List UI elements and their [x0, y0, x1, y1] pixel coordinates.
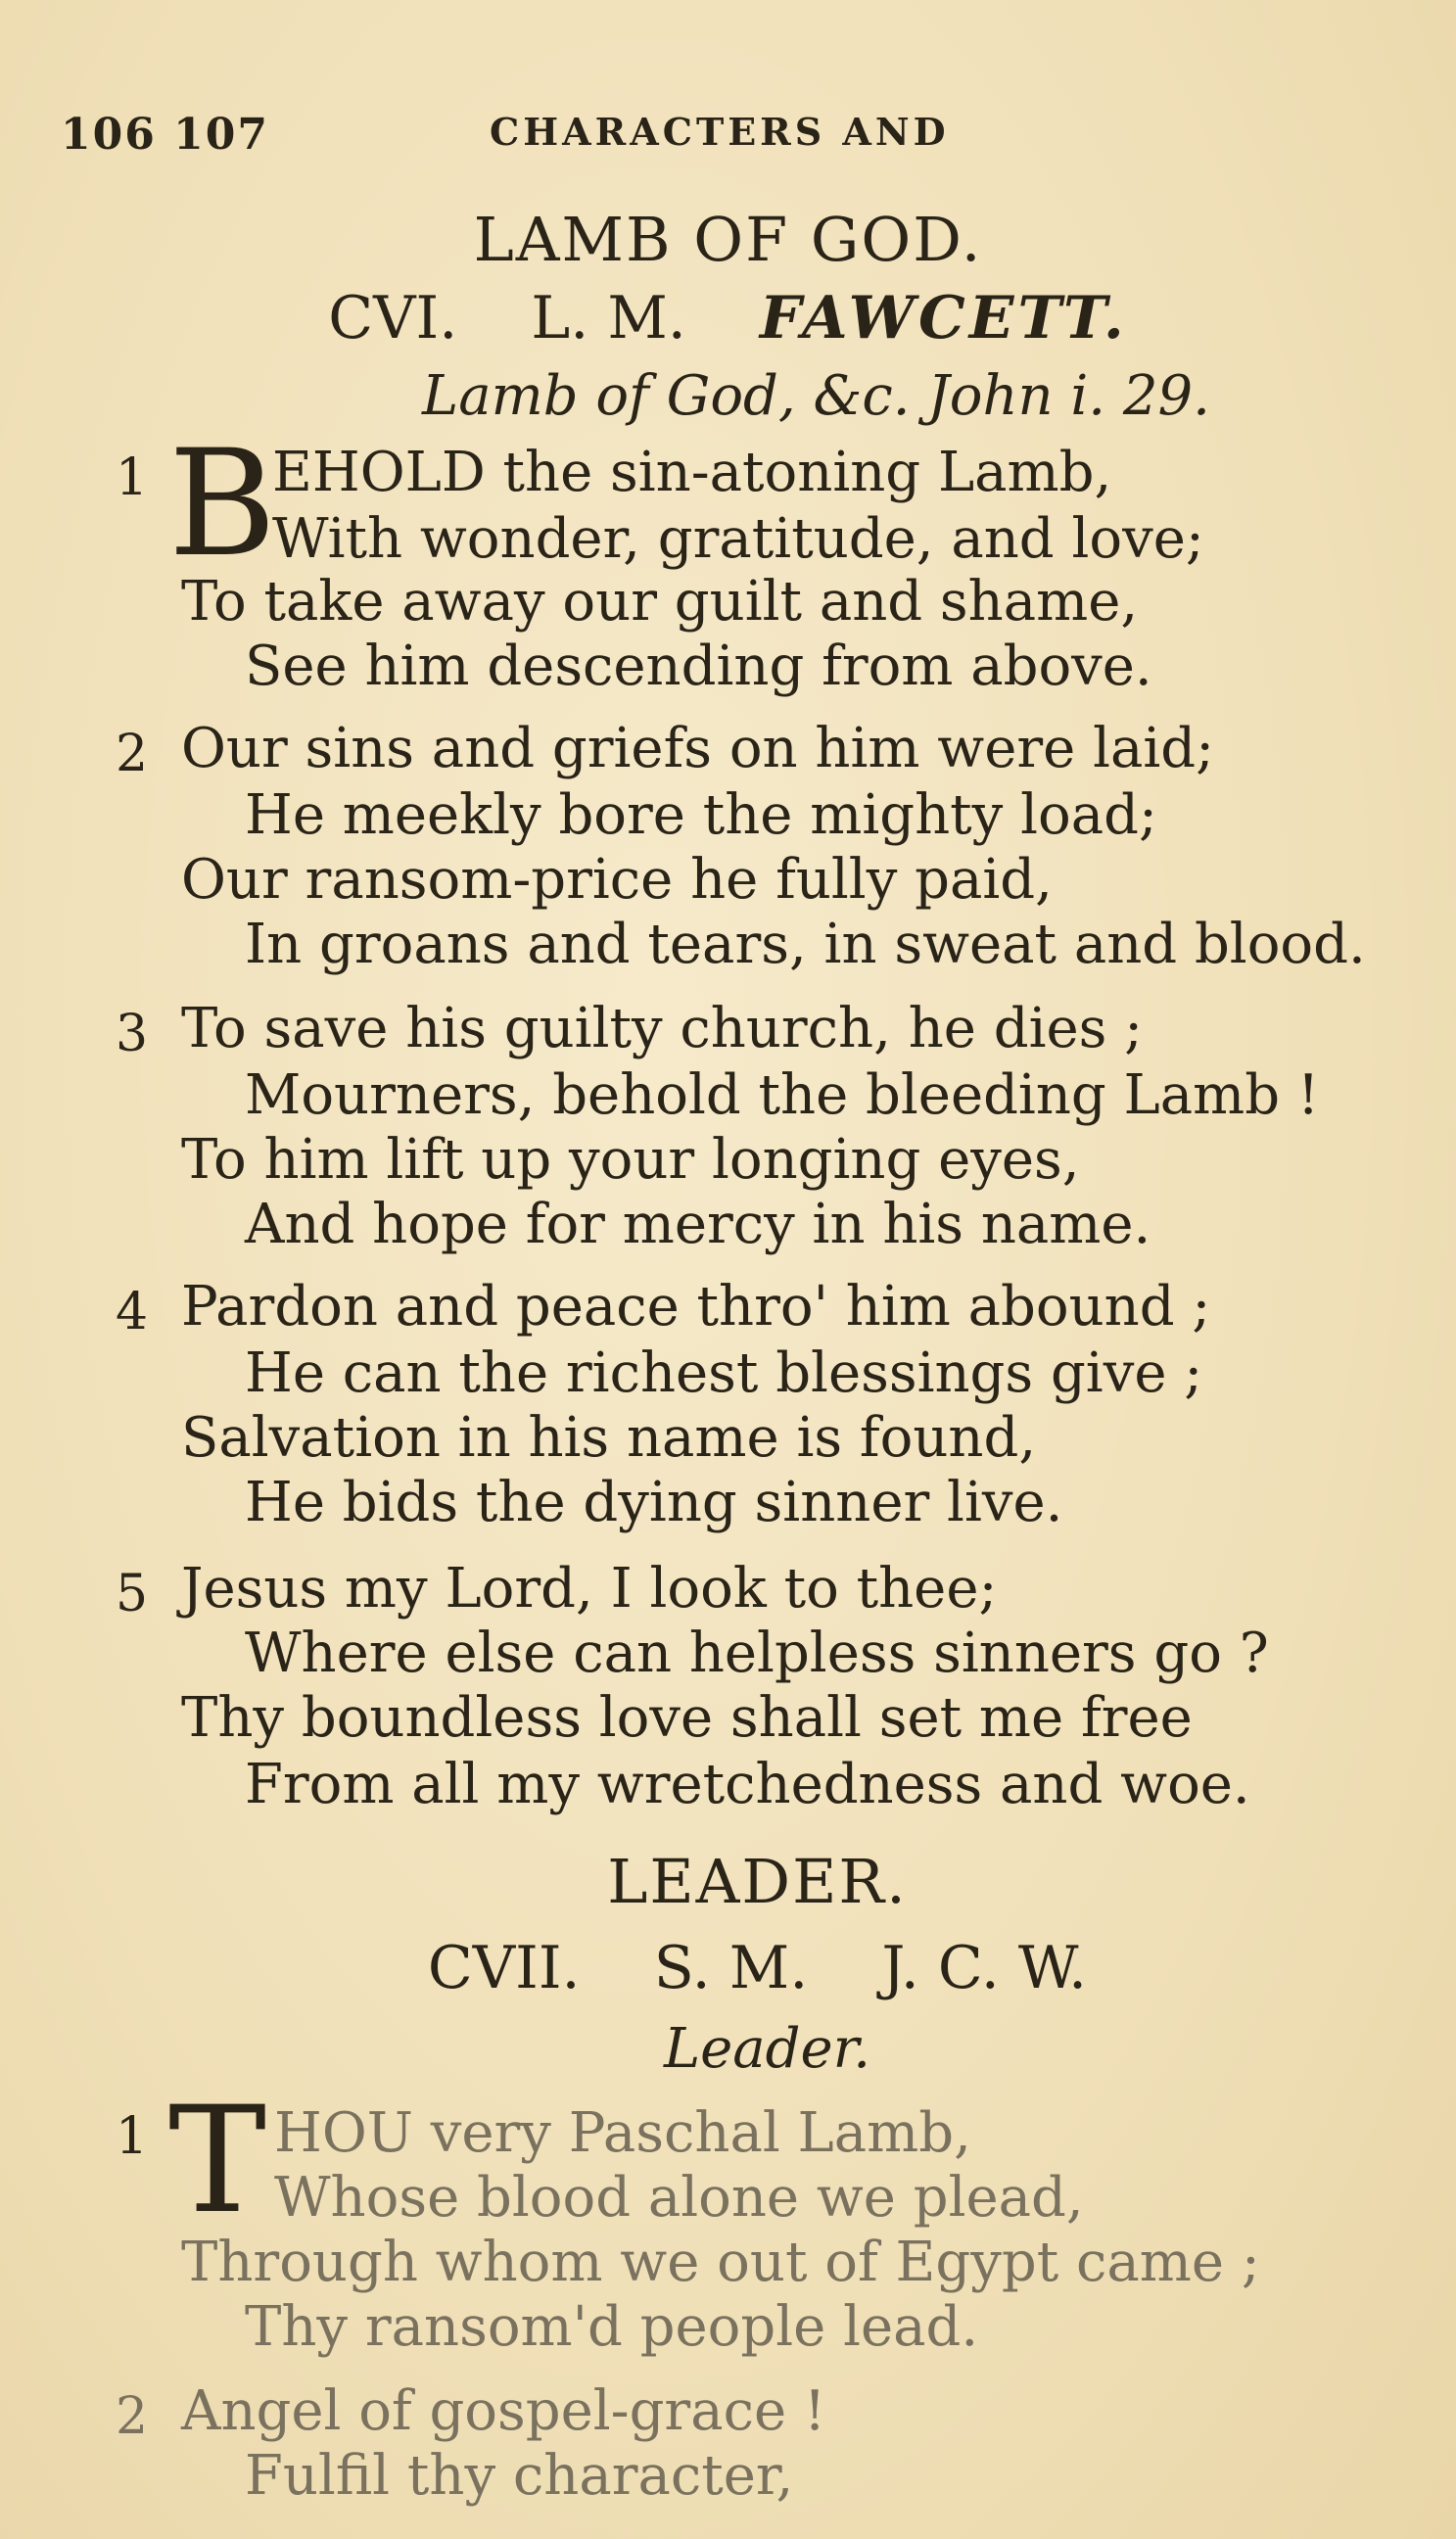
drop-cap: T — [168, 2076, 267, 2246]
verse-line: He meekly bore the mighty load; — [245, 783, 1157, 847]
verse-number: 1 — [116, 448, 149, 507]
verse-number: 4 — [116, 1283, 149, 1341]
verse-number: 1 — [116, 2107, 149, 2166]
verse-line: In groans and tears, in sweat and blood. — [245, 913, 1366, 976]
verse-line: To save his guilty church, he dies ; — [181, 997, 1144, 1060]
verse-line: To him lift up your longing eyes, — [181, 1128, 1080, 1192]
verse-number: 5 — [116, 1565, 149, 1623]
section-title-lamb-of-god: LAMB OF GOD. — [473, 204, 983, 275]
verse-line: EHOLD the sin-atoning Lamb, — [272, 441, 1112, 504]
verse-line: HOU very Paschal Lamb, — [274, 2101, 971, 2165]
verse-number: 3 — [116, 1005, 149, 1063]
hymn-number: CVI. — [328, 284, 458, 353]
verse-line: Salvation in his name is found, — [181, 1406, 1037, 1470]
verse-line: Where else can helpless sinners go ? — [245, 1622, 1269, 1685]
hymn-subtitle: Lamb of God, &c. John i. 29. — [422, 364, 1210, 428]
verse-line: Through whom we out of Egypt came ; — [181, 2231, 1260, 2294]
hymn-meter: S. M. — [653, 1934, 809, 2002]
verse-line: See him descending from above. — [245, 635, 1152, 698]
verse-line: Our sins and griefs on him were laid; — [181, 717, 1215, 780]
verse-line: Angel of gospel-grace ! — [181, 2379, 826, 2443]
verse-line: From all my wretchedness and woe. — [245, 1753, 1250, 1816]
verse-line: To take away our guilt and shame, — [181, 570, 1139, 634]
verse-number: 2 — [116, 725, 149, 783]
hymn-subtitle: Leader. — [663, 2017, 871, 2081]
verse-line: Pardon and peace thro' him abound ; — [181, 1275, 1211, 1339]
hymn-meter: L. M. — [531, 284, 686, 353]
hymn-author: FAWCETT. — [759, 284, 1128, 353]
verse-line: Jesus my Lord, I look to thee; — [181, 1557, 998, 1621]
hymn-heading-cvi — [0, 284, 1456, 353]
verse-line: Thy ransom'd people lead. — [245, 2295, 979, 2359]
verse-line: Mourners, behold the bleeding Lamb ! — [245, 1063, 1320, 1127]
verse-line: Fulfil thy character, — [245, 2444, 794, 2508]
hymn-heading-cvii — [29, 1934, 1456, 2002]
verse-line: Whose blood alone we plead, — [274, 2166, 1084, 2230]
verse-line: He bids the dying sinner live. — [245, 1471, 1063, 1534]
section-title-leader: LEADER. — [607, 1846, 908, 1917]
running-head: CHARACTERS AND — [490, 110, 950, 154]
hymn-author: J. C. W. — [881, 1934, 1088, 2002]
verse-line: With wonder, gratitude, and love; — [272, 507, 1204, 571]
verse-line: And hope for mercy in his name. — [245, 1193, 1151, 1256]
page-numbers: 106 107 — [61, 110, 270, 160]
hymn-number: CVII. — [427, 1934, 581, 2002]
drop-cap: B — [168, 419, 277, 589]
verse-line: Thy boundless love shall set me free — [181, 1686, 1193, 1750]
verse-number: 2 — [116, 2387, 149, 2446]
verse-line: He can the richest blessings give ; — [245, 1341, 1203, 1405]
verse-line: Our ransom-price he fully paid, — [181, 848, 1053, 912]
